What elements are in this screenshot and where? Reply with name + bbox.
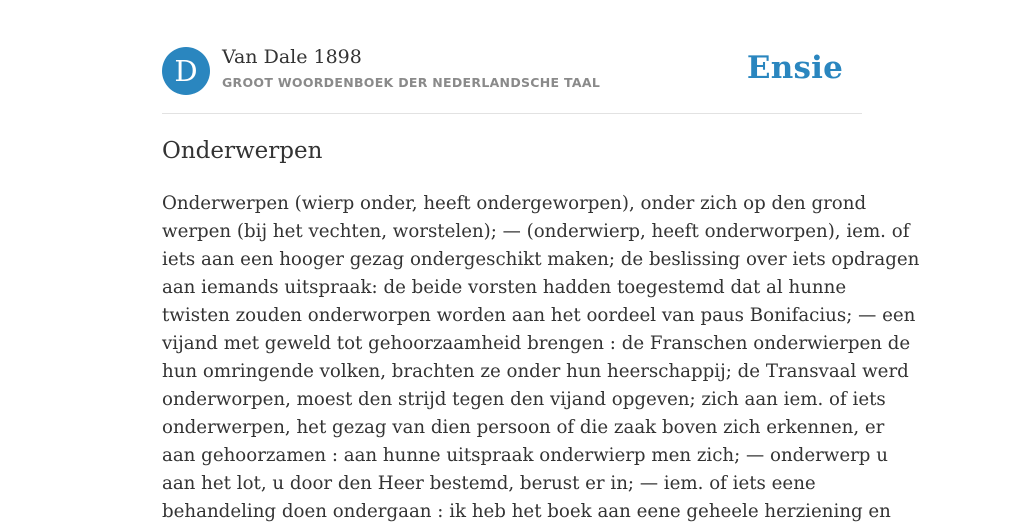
entry-body bbox=[162, 190, 920, 526]
ensie-logo[interactable]: Ensie bbox=[746, 50, 843, 86]
entry-line: hun omringende volken, brachten ze onder hun heerschappij; de Transvaal werd bbox=[162, 361, 909, 382]
entry-line: onderwerpen, het gezag van dien persoon of die zaak boven zich erkennen, er bbox=[162, 417, 885, 438]
entry-line: iets aan een hooger gezag ondergeschikt maken; de beslissing over iets opdragen bbox=[162, 249, 920, 270]
entry-line: onderworpen, moest den strijd tegen den vijand opgeven; zich aan iem. of iets bbox=[162, 389, 886, 410]
entry-line: vijand met geweld tot gehoorzaamheid brengen : de Franschen onderwierpen de bbox=[162, 333, 911, 354]
entry-line: aan het lot, u door den Heer bestemd, berust er in; — iem. of iets eene bbox=[162, 473, 816, 494]
entry-line: Onderwerpen (wierp onder, heeft ondergeworpen), onder zich op den grond bbox=[162, 193, 867, 214]
entry-line: aan iemands uitspraak: de beide vorsten hadden toegestemd dat al hunne bbox=[162, 277, 847, 298]
entry-line: behandeling doen ondergaan : ik heb het boek aan eene geheele herziening en bbox=[162, 501, 891, 522]
entry-title: Onderwerpen bbox=[162, 138, 323, 164]
source-subtitle: GROOT WOORDENBOEK DER NEDERLANDSCHE TAAL bbox=[222, 75, 601, 90]
entry-line: twisten zouden onderworpen worden aan het oordeel van paus Bonifacius; — een bbox=[162, 305, 916, 326]
entry-line: werpen (bij het vechten, worstelen); — (onderwierp, heeft onderworpen), iem. of bbox=[162, 221, 910, 242]
source-title[interactable]: Van Dale 1898 bbox=[222, 46, 362, 68]
source-avatar[interactable]: D bbox=[162, 47, 210, 95]
header-divider bbox=[162, 113, 862, 114]
entry-line: aan gehoorzamen : aan hunne uitspraak onderwierp men zich; — onderwerp u bbox=[162, 445, 888, 466]
